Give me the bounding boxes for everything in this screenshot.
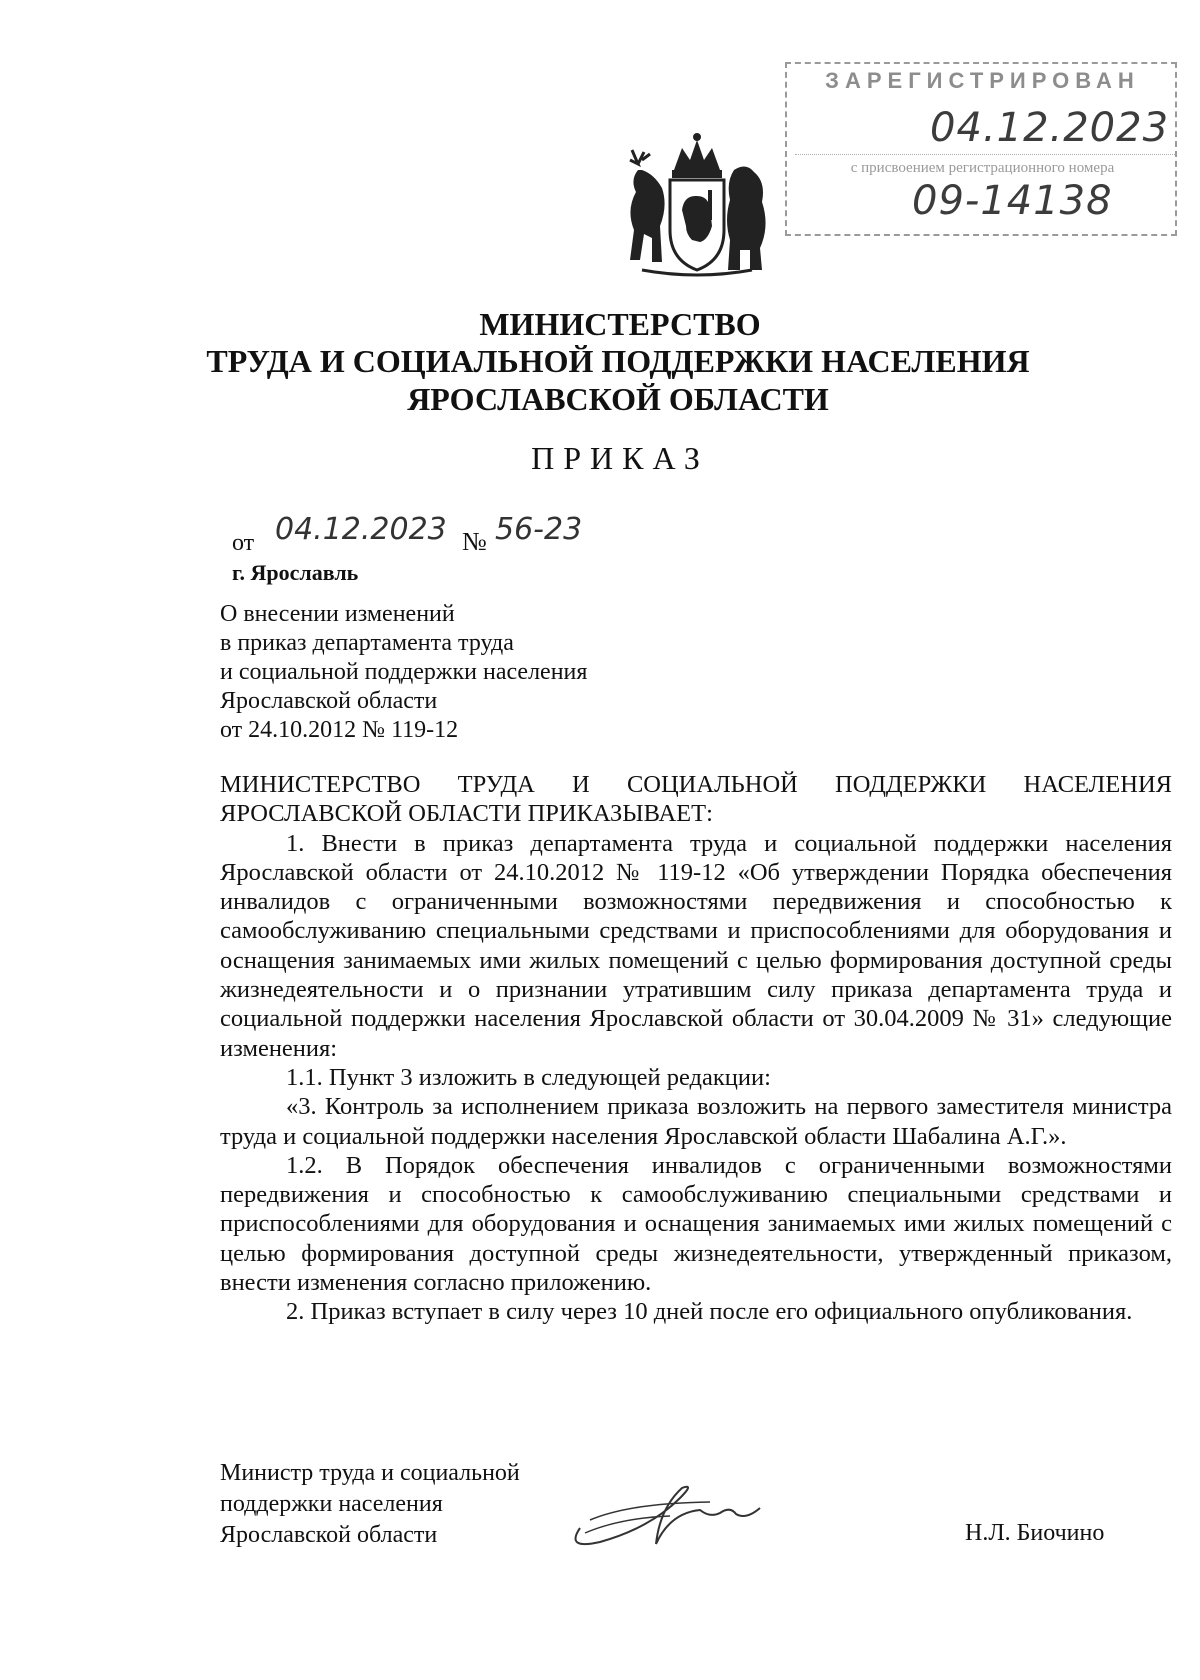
stamp-title: ЗАРЕГИСТРИРОВАН	[825, 68, 1140, 93]
ministry-header-line-3: ЯРОСЛАВСКОЙ ОБЛАСТИ	[407, 381, 829, 417]
stamp-handwritten-date: 04.12.2023	[930, 105, 1170, 151]
order-handwritten-date: 04.12.2023	[275, 512, 447, 547]
ministry-header-line-1: МИНИСТЕРСТВО	[479, 306, 761, 342]
order-body	[220, 770, 1172, 1327]
subject-line: в приказ департамента труда	[220, 630, 514, 656]
stamp-handwritten-reg-number: 09-14138	[912, 178, 1113, 224]
signatory-position-line: Министр труда и социальной	[220, 1460, 520, 1486]
subject-line: от 24.10.2012 № 119-12	[220, 717, 459, 743]
order-city: г. Ярославль	[232, 560, 359, 585]
handwritten-signature-icon	[560, 1458, 800, 1558]
subject-line: и социальной поддержки населения	[220, 659, 588, 685]
subject-line: Ярославской области	[220, 688, 438, 714]
signatory-position	[220, 1458, 520, 1551]
stamp-divider	[795, 154, 1175, 155]
paragraph-1-1: 1.1. Пункт 3 изложить в следующей редакции:	[286, 1063, 771, 1091]
paragraph-1-2: 1.2. В Порядок обеспечения инвалидов с ограниченными возможностями передвижения и способностью к самообслуживанию специальными средствами и приспособлениями для оборудования и оснащения занимаемых ими жилых помещений с целью формирования доступной среды жизнедеятельности, утвержденный приказом, внести изменения согласно приложению.	[220, 1151, 1172, 1297]
ministry-header-line-2: ТРУДА И СОЦИАЛЬНОЙ ПОДДЕРЖКИ НАСЕЛЕНИЯ	[206, 343, 1030, 379]
number-prefix: №	[462, 527, 487, 556]
paragraph-1: 1. Внести в приказ департамента труда и социальной поддержки населения Ярославской области от 24.10.2012 № 119-12 «Об утверждении Порядка обеспечения инвалидов с ограниченными возможностями передвижения и способностью к самообслуживанию специальными средствами и приспособлениями для оборудования и оснащения занимаемых ими жилых помещений с целью формирования доступной среды жизнедеятельности и о признании утратившим силу приказа департамента труда и социальной поддержки населения Ярославской области от 30.04.2009 № 31» следующие изменения:	[220, 829, 1172, 1062]
paragraph-2: 2. Приказ вступает в силу через 10 дней после его официального опубликования.	[286, 1298, 1133, 1326]
order-handwritten-number: 56-23	[495, 512, 583, 547]
stamp-caption: с присвоением регистрационного номера	[850, 160, 1115, 176]
paragraph-1-1-quote: «3. Контроль за исполнением приказа возложить на первого заместителя министра труда и социальной поддержки населения Ярославской области Шабалина А.Г.».	[220, 1093, 1172, 1150]
yaroslavl-oblast-coat-of-arms-icon	[612, 130, 782, 280]
signatory-position-line: поддержки населения	[220, 1491, 443, 1517]
order-subject	[220, 600, 740, 745]
order-intro: МИНИСТЕРСТВО ТРУДА И СОЦИАЛЬНОЙ ПОДДЕРЖКИ НАСЕЛЕНИЯ ЯРОСЛАВСКОЙ ОБЛАСТИ ПРИКАЗЫВАЕТ:	[220, 771, 1172, 828]
document-title: ПРИКАЗ	[531, 440, 709, 476]
signatory-position-line: Ярославской области	[220, 1522, 438, 1548]
date-prefix: от	[232, 530, 255, 556]
signatory-name: Н.Л. Биочино	[965, 1520, 1105, 1546]
subject-line: О внесении изменений	[220, 601, 455, 627]
